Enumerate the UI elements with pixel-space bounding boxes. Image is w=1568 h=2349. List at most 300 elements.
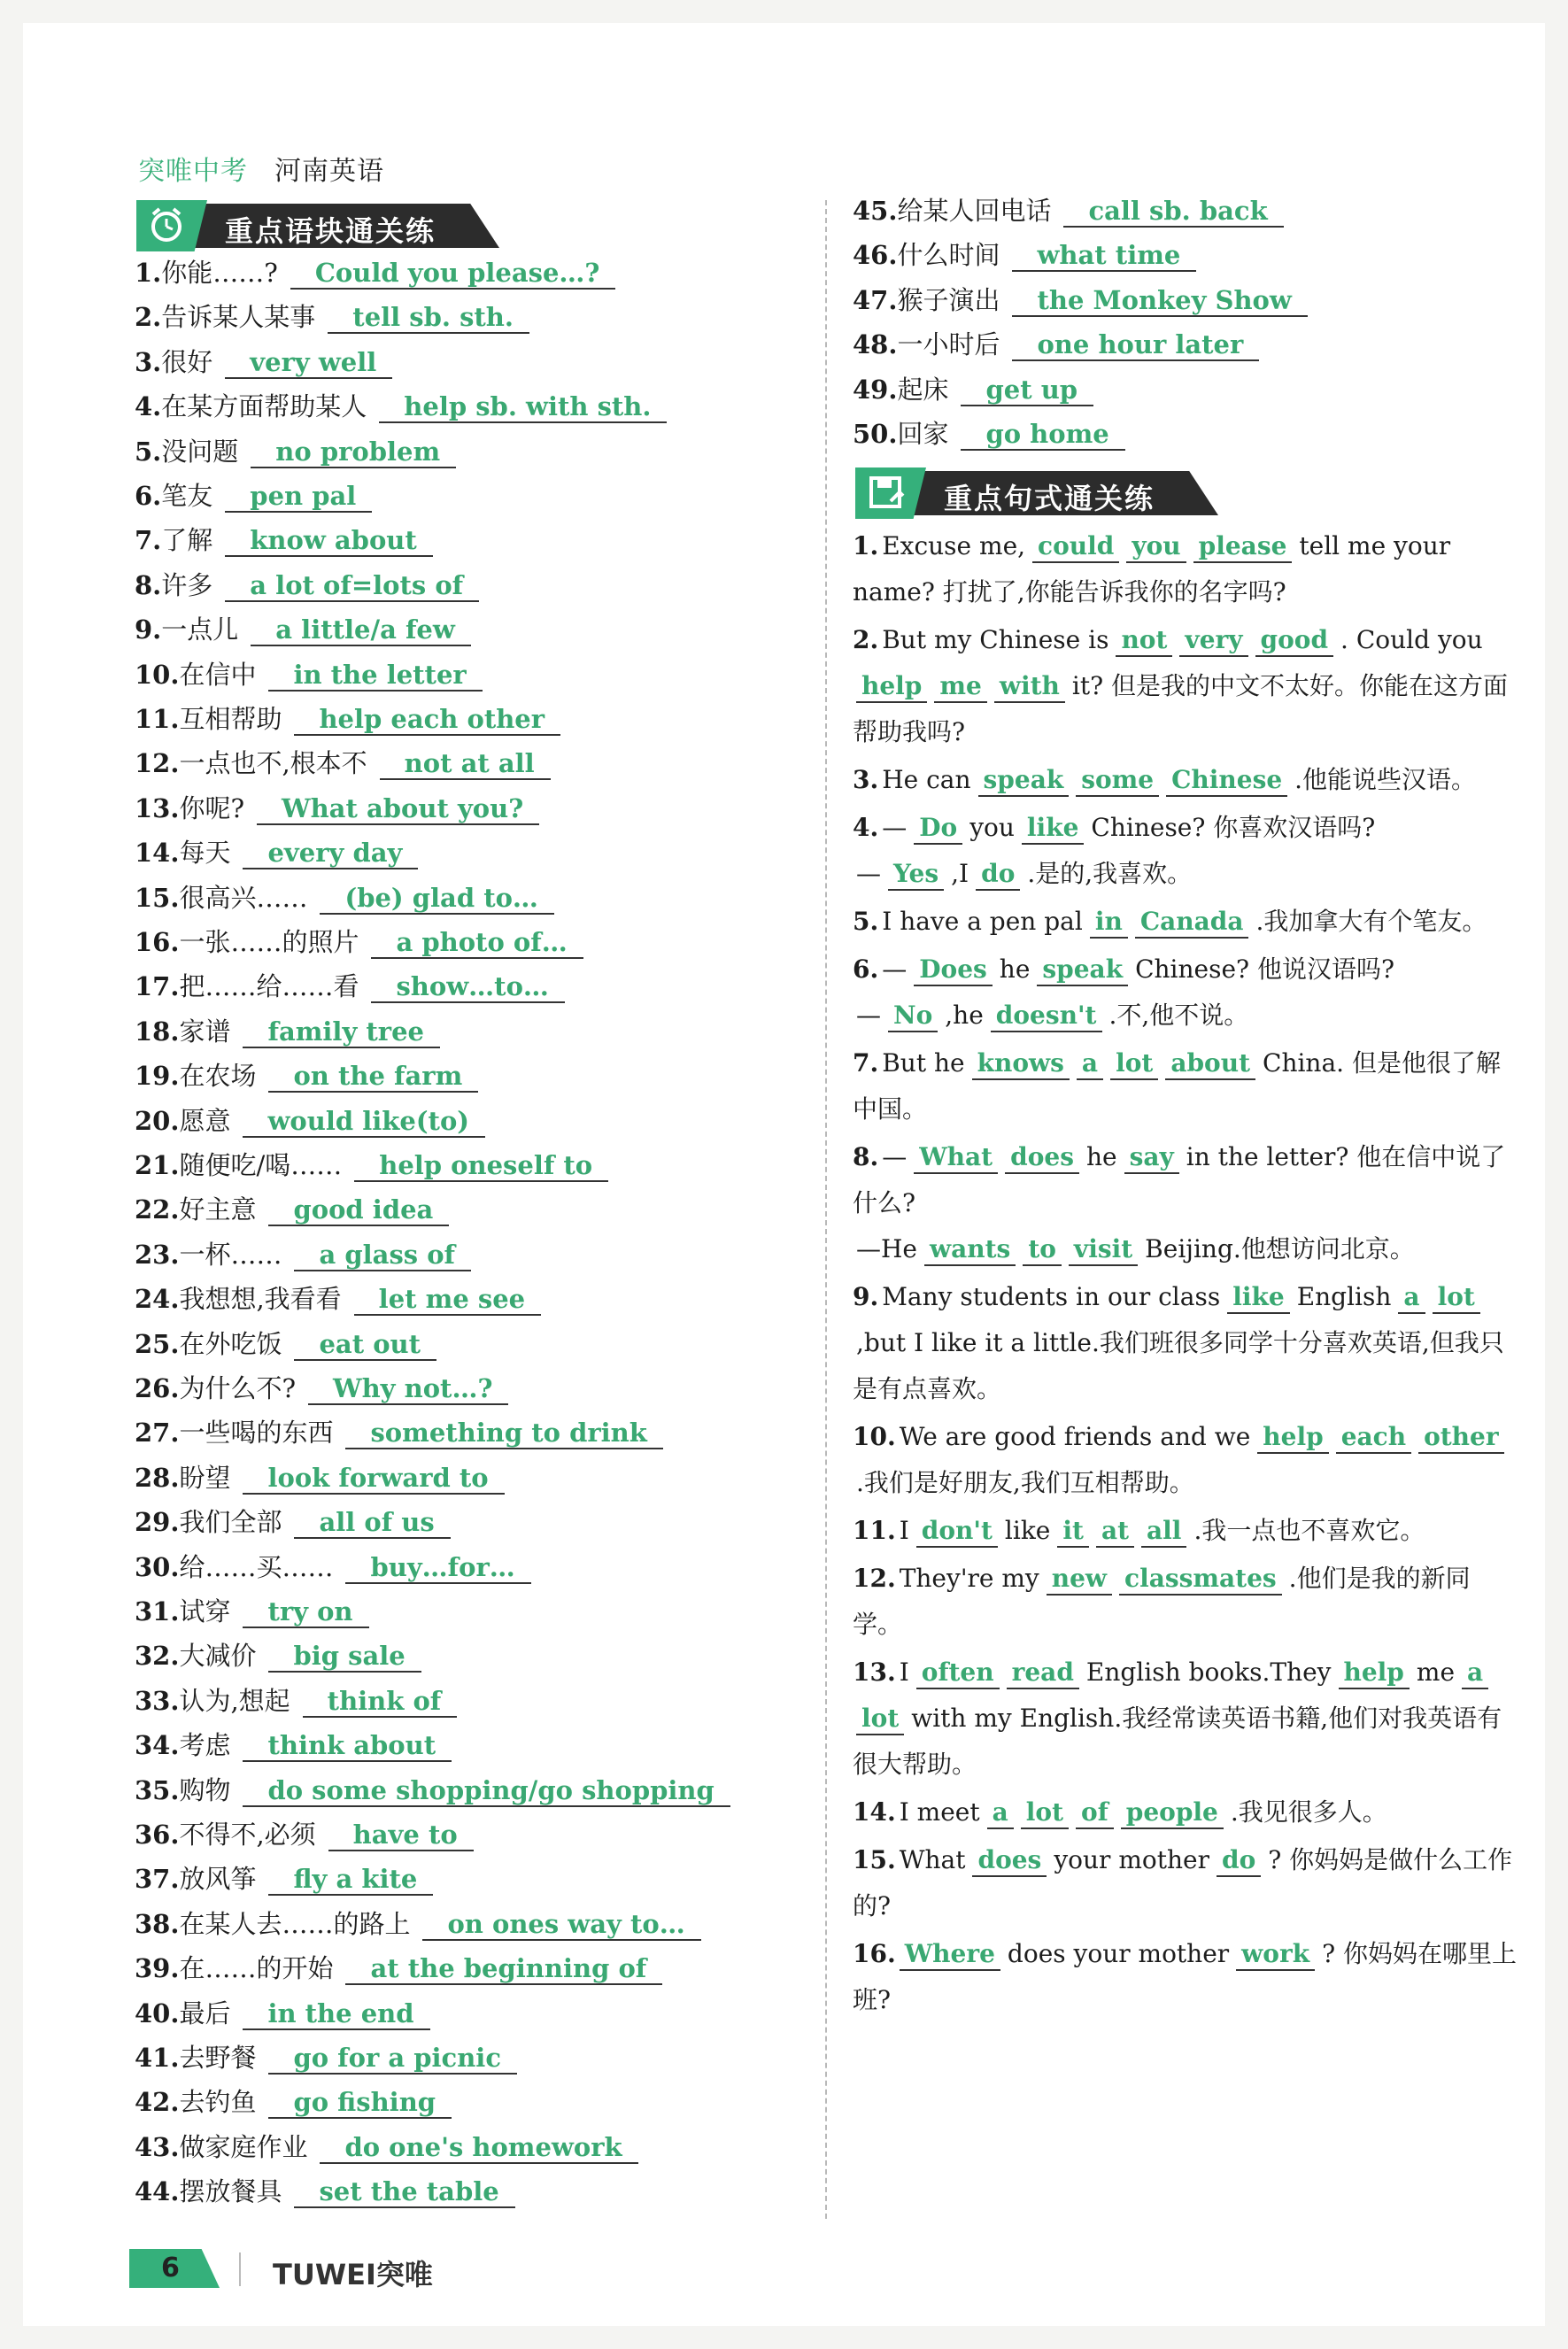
answer-blank[interactable]: people xyxy=(1121,1797,1224,1829)
sentence-text: tell me your name? 打扰了,你能告诉我你的名字吗? xyxy=(853,531,1451,607)
answer-blank[interactable]: all xyxy=(1141,1516,1186,1548)
answer-blank[interactable]: What xyxy=(914,1142,998,1174)
chinese-prompt: 什么时间 xyxy=(897,240,1000,271)
answer-blank[interactable]: eat out xyxy=(294,1329,436,1361)
answer-blank[interactable]: to xyxy=(1023,1234,1062,1266)
sentence-text: you xyxy=(969,813,1015,842)
phrase-item xyxy=(135,1371,508,1406)
answer-blank[interactable]: a lot of=lots of xyxy=(225,570,479,602)
chinese-prompt: 在某方面帮助某人 xyxy=(161,391,367,422)
sentence-text: ,I xyxy=(951,859,969,888)
answer-blank[interactable]: Canada xyxy=(1135,907,1249,939)
phrase-item xyxy=(135,1817,474,1852)
sentence-text: .我一点也不喜欢它。 xyxy=(1193,1516,1425,1545)
item-number: 22. xyxy=(135,1194,180,1225)
answer-blank[interactable]: No xyxy=(888,1001,938,1032)
answer-blank[interactable]: in xyxy=(1090,907,1128,939)
item-number: 21. xyxy=(135,1150,180,1180)
answer-blank[interactable]: try on xyxy=(243,1596,368,1628)
section-banner-phrases xyxy=(136,200,499,251)
footer-separator xyxy=(239,2252,241,2286)
answer-blank[interactable]: pen pal xyxy=(225,481,372,513)
workbook-page xyxy=(23,23,1545,2326)
answer-blank[interactable]: at the beginning of xyxy=(345,1953,662,1985)
phrase-item xyxy=(135,1326,436,1362)
sentence-text: .他能说些汉语。 xyxy=(1294,765,1477,794)
item-number: 27. xyxy=(135,1418,180,1449)
item-number: 42. xyxy=(135,2087,180,2118)
item-number: 18. xyxy=(135,1016,180,1047)
header-subject: 河南英语 xyxy=(274,156,384,187)
phrase-item xyxy=(135,880,554,916)
chinese-prompt: 许多 xyxy=(161,569,213,600)
item-number: 44. xyxy=(135,2176,180,2207)
answer-blank[interactable]: very xyxy=(1179,625,1247,657)
answer-blank[interactable]: of xyxy=(1076,1797,1114,1829)
chinese-prompt: 去钓鱼 xyxy=(179,2087,257,2118)
phrase-item xyxy=(135,1951,662,1986)
chinese-prompt: 一点儿 xyxy=(161,614,239,645)
item-number: 12. xyxy=(853,1564,896,1593)
answer-blank[interactable]: tell sb. sth. xyxy=(328,302,529,334)
sentence-item xyxy=(853,523,1518,615)
item-number: 16. xyxy=(853,1939,896,1968)
answer-blank[interactable]: big sale xyxy=(268,1641,421,1673)
answer-blank[interactable]: let me see xyxy=(354,1284,541,1316)
sentence-item xyxy=(853,1414,1518,1506)
item-number: 35. xyxy=(135,1774,180,1805)
item-number: 7. xyxy=(135,525,162,556)
answer-blank[interactable]: Do xyxy=(914,813,962,845)
item-number: 34. xyxy=(135,1730,180,1761)
chinese-prompt: 起床 xyxy=(897,374,949,405)
answer-blank[interactable]: Could you please…? xyxy=(290,258,616,290)
answer-blank[interactable]: Why not…? xyxy=(308,1373,508,1405)
chinese-prompt: 大减价 xyxy=(179,1641,257,1672)
sentence-text: English xyxy=(1296,1282,1392,1311)
phrase-item xyxy=(853,282,1308,318)
chinese-prompt: 在信中 xyxy=(179,659,257,690)
sentence-item xyxy=(853,947,1518,1039)
chinese-prompt: 最后 xyxy=(179,1997,231,2028)
answer-blank[interactable]: (be) glad to… xyxy=(320,883,553,915)
chinese-prompt: 很好 xyxy=(161,346,213,377)
phrase-item xyxy=(135,612,471,647)
phrase-item xyxy=(135,1727,452,1763)
chinese-prompt: 家谱 xyxy=(179,1016,231,1047)
answer-blank[interactable]: in the end xyxy=(243,1998,429,2030)
answer-blank[interactable]: read xyxy=(1007,1657,1079,1689)
answer-blank[interactable]: go fishing xyxy=(268,2087,452,2119)
answer-blank[interactable]: Does xyxy=(914,954,993,986)
sentence-text: ,he xyxy=(945,1001,984,1030)
sentence-text: .我加拿大有个笔友。 xyxy=(1255,907,1487,936)
answer-blank[interactable]: lot xyxy=(1110,1048,1158,1080)
answer-blank[interactable]: don't xyxy=(916,1516,998,1548)
phrase-item xyxy=(135,434,456,469)
chinese-prompt: 好主意 xyxy=(179,1194,257,1225)
sentence-item xyxy=(853,1040,1518,1132)
phrase-item xyxy=(135,1504,451,1540)
column-divider xyxy=(825,200,827,2219)
item-number: 28. xyxy=(135,1462,180,1493)
item-number: 30. xyxy=(135,1551,180,1582)
answer-blank[interactable]: do xyxy=(976,859,1020,891)
sentence-text: with my English.我经常读英语书籍,他们对我英语有很大帮助。 xyxy=(853,1704,1502,1779)
sentence-text: I xyxy=(899,1657,909,1687)
answer-blank[interactable]: the Monkey Show xyxy=(1012,285,1307,317)
chinese-prompt: 告诉某人某事 xyxy=(161,302,316,333)
phrase-item xyxy=(135,522,433,558)
answer-blank[interactable]: help xyxy=(1339,1657,1410,1689)
answer-blank[interactable]: with xyxy=(994,671,1065,703)
item-number: 15. xyxy=(853,1845,896,1874)
phrase-item xyxy=(135,924,583,960)
sentence-text: Excuse me, xyxy=(882,531,1026,560)
answer-blank[interactable]: help xyxy=(856,671,927,703)
item-number: 31. xyxy=(135,1596,180,1627)
phrase-item xyxy=(135,1683,457,1719)
answer-blank[interactable]: no problem xyxy=(251,437,456,468)
chinese-prompt: 很高兴…… xyxy=(179,882,308,913)
answer-blank[interactable]: a xyxy=(1462,1657,1488,1689)
answer-blank[interactable]: each xyxy=(1336,1422,1411,1454)
answer-blank[interactable]: a xyxy=(1077,1048,1103,1080)
sentence-text: .他们是我的新同学。 xyxy=(853,1564,1471,1639)
answer-blank[interactable]: does xyxy=(972,1845,1047,1877)
phrase-item xyxy=(135,1147,608,1183)
answer-blank[interactable]: help oneself to xyxy=(354,1150,608,1182)
answer-blank[interactable]: help each other xyxy=(294,704,560,736)
sentence-item xyxy=(853,1650,1518,1788)
answer-blank[interactable]: Yes xyxy=(888,859,944,891)
item-number: 14. xyxy=(853,1797,896,1827)
sentence-text: — xyxy=(856,1001,881,1030)
answer-blank[interactable]: knows xyxy=(972,1048,1070,1080)
chinese-prompt: 摆放餐具 xyxy=(179,2176,282,2207)
chinese-prompt: 笔友 xyxy=(161,481,213,511)
answer-blank[interactable]: have to xyxy=(328,1820,474,1851)
answer-blank[interactable]: fly a kite xyxy=(268,1864,433,1896)
answer-blank[interactable]: all of us xyxy=(294,1507,450,1539)
chinese-prompt: 愿意 xyxy=(179,1105,231,1136)
item-number: 7. xyxy=(853,1048,879,1078)
section-title: 重点语块通关练 xyxy=(225,214,436,248)
item-number: 37. xyxy=(135,1864,180,1895)
answer-blank[interactable]: go home xyxy=(961,419,1124,451)
item-number: 46. xyxy=(853,240,898,271)
item-number: 26. xyxy=(135,1373,180,1403)
phrase-item xyxy=(853,372,1093,407)
phrase-item xyxy=(135,1103,485,1139)
sentence-text: Chinese? 他说汉语吗? xyxy=(1135,954,1394,984)
answer-blank[interactable]: like xyxy=(1227,1282,1290,1314)
item-number: 2. xyxy=(853,625,879,654)
item-number: 1. xyxy=(853,531,879,560)
chinese-prompt: 每天 xyxy=(179,838,231,869)
item-number: 20. xyxy=(135,1105,180,1136)
sentence-text: like xyxy=(1004,1516,1051,1545)
answer-blank[interactable]: lot xyxy=(1433,1282,1480,1314)
item-number: 40. xyxy=(135,1997,180,2028)
chinese-prompt: 一张……的照片 xyxy=(179,927,359,957)
answer-blank[interactable]: work xyxy=(1236,1939,1315,1971)
answer-blank[interactable]: set the table xyxy=(294,2176,514,2208)
item-number: 47. xyxy=(853,284,898,315)
phrase-item xyxy=(135,1861,433,1897)
item-number: 1. xyxy=(135,258,162,288)
answer-blank[interactable]: help sb. with sth. xyxy=(379,391,667,423)
phrase-item xyxy=(135,255,615,290)
answer-blank[interactable]: one hour later xyxy=(1012,329,1259,361)
sentence-text: me xyxy=(1416,1657,1456,1687)
chinese-prompt: 一杯…… xyxy=(179,1239,282,1270)
chinese-prompt: 在外吃饭 xyxy=(179,1328,282,1359)
sentence-item xyxy=(853,757,1518,803)
chinese-prompt: 互相帮助 xyxy=(179,704,282,734)
item-number: 17. xyxy=(135,971,180,1002)
answer-blank[interactable]: get up xyxy=(961,375,1093,406)
chinese-prompt: 盼望 xyxy=(179,1462,231,1493)
phrase-item xyxy=(135,657,483,692)
item-number: 13. xyxy=(853,1657,896,1687)
item-number: 23. xyxy=(135,1239,180,1270)
answer-blank[interactable]: other xyxy=(1418,1422,1504,1454)
answer-blank[interactable]: could xyxy=(1032,531,1119,563)
sentence-text: —He xyxy=(856,1234,917,1263)
answer-blank[interactable]: like xyxy=(1022,813,1085,845)
answer-blank[interactable]: a glass of xyxy=(294,1240,471,1271)
phrase-item xyxy=(135,701,560,737)
item-number: 29. xyxy=(135,1507,180,1538)
item-number: 5. xyxy=(135,436,162,467)
phrase-item xyxy=(135,1014,440,1049)
phrase-item xyxy=(135,1638,421,1673)
sentence-text: I have a pen pal xyxy=(882,907,1083,936)
phrase-item xyxy=(853,237,1196,273)
answer-blank[interactable]: doesn't xyxy=(991,1001,1102,1032)
phrase-item xyxy=(135,1281,541,1317)
answer-blank[interactable]: a little/a few xyxy=(251,614,471,646)
answer-blank[interactable]: buy…for… xyxy=(345,1552,530,1584)
sentence-text: What xyxy=(899,1845,966,1874)
sentence-text: .我们是好朋友,我们互相帮助。 xyxy=(856,1468,1194,1497)
sentence-item xyxy=(853,1931,1518,2023)
chinese-prompt: 试穿 xyxy=(179,1596,231,1627)
page-number: 6 xyxy=(161,2252,180,2283)
item-number: 8. xyxy=(853,1142,879,1171)
item-number: 6. xyxy=(853,954,879,984)
answer-blank[interactable]: every day xyxy=(243,838,418,869)
phrase-item xyxy=(135,568,479,603)
answer-blank[interactable]: does xyxy=(1005,1142,1079,1174)
answer-blank[interactable]: What about you? xyxy=(257,793,539,825)
answer-blank[interactable]: something to drink xyxy=(345,1418,662,1449)
phrase-item xyxy=(135,2129,638,2165)
answer-blank[interactable]: go for a picnic xyxy=(268,2043,517,2075)
item-number: 24. xyxy=(135,1284,180,1315)
chinese-prompt: 了解 xyxy=(161,525,213,556)
item-number: 10. xyxy=(853,1422,896,1451)
answer-blank[interactable]: some xyxy=(1076,765,1159,797)
chinese-prompt: 回家 xyxy=(897,419,949,449)
sentence-item xyxy=(853,1274,1518,1412)
phrase-item xyxy=(135,1594,369,1629)
answer-blank[interactable]: often xyxy=(916,1657,1000,1689)
item-number: 50. xyxy=(853,419,898,449)
phrase-item xyxy=(853,193,1284,228)
answer-blank[interactable]: would like(to) xyxy=(243,1106,485,1138)
answer-blank[interactable]: on ones way to… xyxy=(422,1909,700,1941)
chinese-prompt: 在农场 xyxy=(179,1061,257,1092)
phrase-item xyxy=(135,344,392,380)
phrase-item xyxy=(135,1237,471,1272)
answer-blank[interactable]: speak xyxy=(978,765,1070,797)
sentence-text: .是的,我喜欢。 xyxy=(1027,859,1193,888)
answer-blank[interactable]: good idea xyxy=(268,1194,449,1226)
answer-blank[interactable]: not at all xyxy=(380,748,551,780)
running-header xyxy=(138,149,384,188)
answer-blank[interactable]: at xyxy=(1096,1516,1134,1548)
item-number: 45. xyxy=(853,196,898,226)
phrase-item xyxy=(135,389,667,424)
chinese-prompt: 一点也不,根本不 xyxy=(179,748,367,779)
sentence-item xyxy=(853,1134,1518,1272)
item-number: 3. xyxy=(135,346,162,377)
sentence-item xyxy=(853,805,1518,897)
answer-blank[interactable]: a photo of… xyxy=(371,927,583,959)
answer-blank[interactable]: not xyxy=(1116,625,1172,657)
chinese-prompt: 考虑 xyxy=(179,1730,231,1761)
answer-blank[interactable]: what time xyxy=(1012,240,1196,272)
header-brand: 突唯中考 xyxy=(138,156,248,187)
sentence-text: ,but I like it a little.我们班很多同学十分喜欢英语,但我只是有点喜欢。 xyxy=(853,1328,1504,1403)
item-number: 4. xyxy=(135,391,162,422)
answer-blank[interactable]: know about xyxy=(225,525,432,557)
answer-blank[interactable]: think of xyxy=(303,1686,458,1718)
chinese-prompt: 做家庭作业 xyxy=(179,2131,308,2162)
answer-blank[interactable]: show…to… xyxy=(371,971,564,1003)
answer-blank[interactable]: visit xyxy=(1069,1234,1138,1266)
chinese-prompt: 在某人去……的路上 xyxy=(179,1908,411,1939)
answer-blank[interactable]: you xyxy=(1126,531,1186,563)
answer-blank[interactable]: Where xyxy=(900,1939,1000,1971)
answer-blank[interactable]: a xyxy=(987,1797,1014,1829)
sentence-text: .不,他不说。 xyxy=(1108,1001,1249,1030)
answer-blank[interactable]: a xyxy=(1398,1282,1425,1314)
answer-blank[interactable]: wants xyxy=(924,1234,1016,1266)
item-number: 2. xyxy=(135,302,162,333)
chinese-prompt: 猴子演出 xyxy=(897,284,1000,315)
item-number: 19. xyxy=(135,1061,180,1092)
answer-blank[interactable]: look forward to xyxy=(243,1463,504,1495)
phrase-item xyxy=(135,791,539,826)
sentence-text: I xyxy=(899,1516,909,1545)
sentence-text: . Could you xyxy=(1340,625,1483,654)
item-number: 10. xyxy=(135,659,180,690)
answer-blank[interactable]: in the letter xyxy=(268,660,482,692)
phrase-item xyxy=(135,2040,517,2075)
sentence-text: Many students in our class xyxy=(882,1282,1221,1311)
answer-blank[interactable]: lot xyxy=(856,1704,904,1735)
item-number: 9. xyxy=(853,1282,879,1311)
answer-blank[interactable]: very well xyxy=(225,347,392,379)
chinese-prompt: 我们全部 xyxy=(179,1507,282,1538)
item-number: 3. xyxy=(853,765,879,794)
item-number: 33. xyxy=(135,1685,180,1716)
answer-blank[interactable]: good xyxy=(1255,625,1334,657)
sentence-text: — xyxy=(882,1142,908,1171)
sentence-text: — xyxy=(856,859,881,888)
answer-blank[interactable]: do some shopping/go shopping xyxy=(243,1775,730,1807)
sentence-item xyxy=(853,1837,1518,1929)
sentence-text: he xyxy=(1085,1142,1117,1171)
answer-blank[interactable]: on the farm xyxy=(268,1061,478,1093)
answer-blank[interactable]: Chinese xyxy=(1166,765,1287,797)
answer-blank[interactable]: do one's homework xyxy=(320,2132,637,2164)
sentence-text: ? 你妈妈是做什么工作的? xyxy=(853,1845,1513,1920)
item-number: 38. xyxy=(135,1908,180,1939)
section-banner-sentences xyxy=(855,467,1218,519)
phrase-item xyxy=(135,2174,515,2209)
answer-blank[interactable]: lot xyxy=(1021,1797,1069,1829)
sentence-text: Chinese? 你喜欢汉语吗? xyxy=(1091,813,1376,842)
answer-blank[interactable]: speak xyxy=(1037,954,1128,986)
sentence-item xyxy=(853,899,1518,945)
chinese-prompt: 把……给……看 xyxy=(179,971,359,1002)
answer-blank[interactable]: say xyxy=(1124,1142,1179,1174)
item-number: 6. xyxy=(135,481,162,511)
item-number: 32. xyxy=(135,1641,180,1672)
sentence-text: I meet xyxy=(899,1797,980,1827)
item-number: 15. xyxy=(135,882,180,913)
chinese-prompt: 没问题 xyxy=(161,436,239,467)
sentence-text: Beijing.他想访问北京。 xyxy=(1145,1234,1415,1263)
item-number: 4. xyxy=(853,813,879,842)
answer-blank[interactable]: family tree xyxy=(243,1016,440,1048)
chinese-prompt: 购物 xyxy=(179,1774,231,1805)
item-number: 13. xyxy=(135,792,180,823)
answer-blank[interactable]: about xyxy=(1165,1048,1255,1080)
phrase-item xyxy=(853,327,1259,362)
sentence-text: We are good friends and we xyxy=(899,1422,1251,1451)
sentence-text: China. 但是他很了解中国。 xyxy=(853,1048,1501,1124)
answer-blank[interactable]: it xyxy=(1057,1516,1089,1548)
answer-blank[interactable]: new xyxy=(1047,1564,1112,1596)
sentence-text: But he xyxy=(882,1048,965,1078)
item-number: 48. xyxy=(853,329,898,360)
chinese-prompt: 认为,想起 xyxy=(179,1685,290,1716)
answer-blank[interactable]: think about xyxy=(243,1730,452,1762)
chinese-prompt: 不得不,必须 xyxy=(179,1820,316,1850)
sentence-item xyxy=(853,1508,1518,1554)
item-number: 43. xyxy=(135,2131,180,2162)
answer-blank[interactable]: help xyxy=(1257,1422,1328,1454)
section-title: 重点句式通关练 xyxy=(944,482,1155,515)
answer-blank[interactable]: call sb. back xyxy=(1063,196,1283,228)
answer-blank[interactable]: please xyxy=(1193,531,1293,563)
item-number: 9. xyxy=(135,614,162,645)
sentence-text: They're my xyxy=(899,1564,1039,1593)
chinese-prompt: 放风筝 xyxy=(179,1864,257,1895)
answer-blank[interactable]: classmates xyxy=(1119,1564,1282,1596)
phrase-item xyxy=(135,746,551,781)
phrase-item xyxy=(135,969,565,1004)
answer-blank[interactable]: do xyxy=(1217,1845,1261,1877)
answer-blank[interactable]: me xyxy=(934,671,986,703)
phrase-item xyxy=(135,1906,701,1942)
item-number: 14. xyxy=(135,838,180,869)
